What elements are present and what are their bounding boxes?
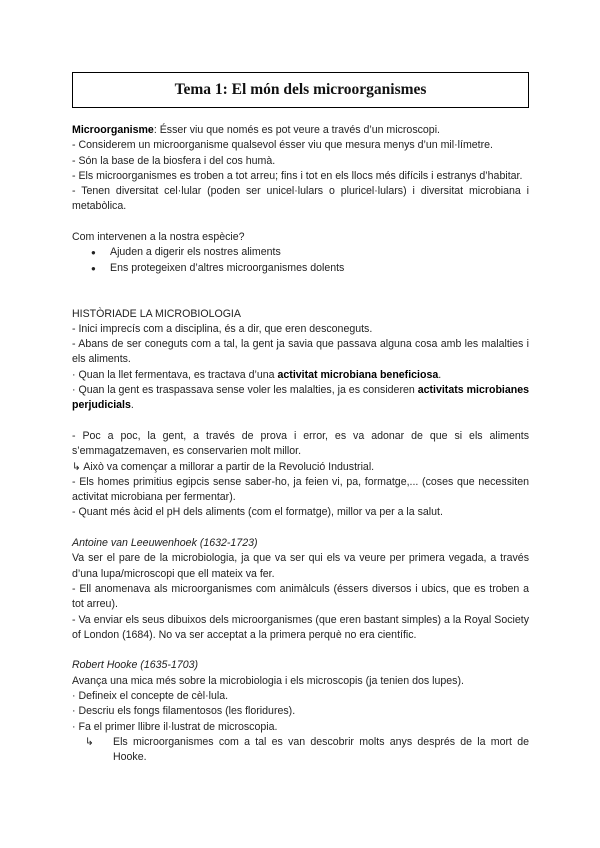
arrow-icon: ↳ [72,460,81,473]
history-bold: activitats microbianes perjudicials [72,384,530,412]
bullet-item: ● Ens protegeixen d’altres microorganismes dolents [99,261,529,276]
leeuwenhoek-line: - Ell anomenava als microorganismes com animàlculs (éssers diversos i ubics, que es troben a tot arreu). [72,582,529,611]
history-text: Això va començar a millorar a partir de la Revolució Industrial. [80,460,375,473]
title-box [72,72,529,108]
leeuwenhoek-line: Va ser el pare de la microbiologia, ja que va ser qui els va veure per primera vegada, a través d’una lupa/microscopi que ell mateix va fer. [72,552,529,580]
definition-term: Microorganisme [72,124,154,136]
bullet-list [72,245,529,276]
history-line: - Els homes primitius egipcis sense saber-ho, ja feien vi, pa, formatge,... (coses que necessiten activitat microbiana per fermentar). [72,475,529,504]
intro-line-1: - Considerem un microorganisme qualsevol ésser viu que mesura menys d’un mil·límetre. [72,139,493,152]
document-page [72,72,529,765]
history-text: · Quan la llet fermentava, es tractava d’una [72,368,278,381]
intro-line-2: - Són la base de la biosfera i del cos humà. [72,154,276,167]
history-line [72,460,529,475]
section-heading-history: HISTÒRIADE LA MICROBIOLOGIA [72,307,241,320]
history-line [72,383,529,414]
section-heading-hooke: Robert Hooke (1635-1703) [72,659,199,672]
history-text: . [438,368,442,381]
history-line: - Poc a poc, la gent, a través de prova i error, es va adonar de que si els aliments s’emmagatzemaven, es conservarien molt millor. [72,429,529,458]
hooke-line: Avança una mica més sobre la microbiologia i els microscopis (ja tenien dos lupes). [72,674,464,687]
hooke-text: Els microorganismes com a tal es van descobrir molts anys després de la mort de Hooke. [113,735,529,764]
intro-line-4: - Tenen diversitat cel·lular (poden ser unicel·lulars o pluricel·lulars) i diversitat microbiana i metabòlica. [72,185,529,213]
history-bold: activitat microbiana beneficiosa [277,368,439,381]
leeuwenhoek-line: - Va enviar els seus dibuixos dels microorganismes (que eren bastant simples) a la Royal Society of London (1684). No va ser acceptat a la primera perquè no era científic. [72,613,529,641]
section-heading-leeuwenhoek: Antoine van Leeuwenhoek (1632-1723) [72,537,258,550]
history-line [72,368,529,383]
history-line: - Inici imprecís com a disciplina, és a dir, que eren desconeguts. [72,322,373,335]
definition-text: : Ésser viu que només es pot veure a través d’un microscopi. [153,124,440,136]
history-text: · Quan la gent es traspassava sense voler les malalties, ja es consideren [72,384,418,397]
history-line: - Quant més àcid el pH dels aliments (com el formatge), millor va per a la salut. [72,506,443,519]
arrow-icon: ↳ [85,735,94,748]
hooke-line: · Defineix el concepte de cèl·lula. [72,689,229,702]
bullet-item: ● Ajuden a digerir els nostres aliments [99,245,529,260]
intro-question: Com intervenen a la nostra espècie? [72,231,245,244]
history-line: - Abans de ser coneguts com a tal, la gent ja savia que passava alguna cosa amb les malalties i els aliments. [72,338,529,366]
hooke-line: · Fa el primer llibre il·lustrat de microscopia. [72,720,278,733]
hooke-line: · Descriu els fongs filamentosos (les floridures). [72,705,296,718]
page-title: Tema 1: El món dels microorganismes [174,81,427,99]
intro-line-3: - Els microorganismes es troben a tot arreu; fins i tot en els llocs més difícils i estranys d’habitar. [72,169,523,182]
history-text: . [130,399,134,412]
definition-line [72,123,529,138]
hooke-line [72,735,529,766]
